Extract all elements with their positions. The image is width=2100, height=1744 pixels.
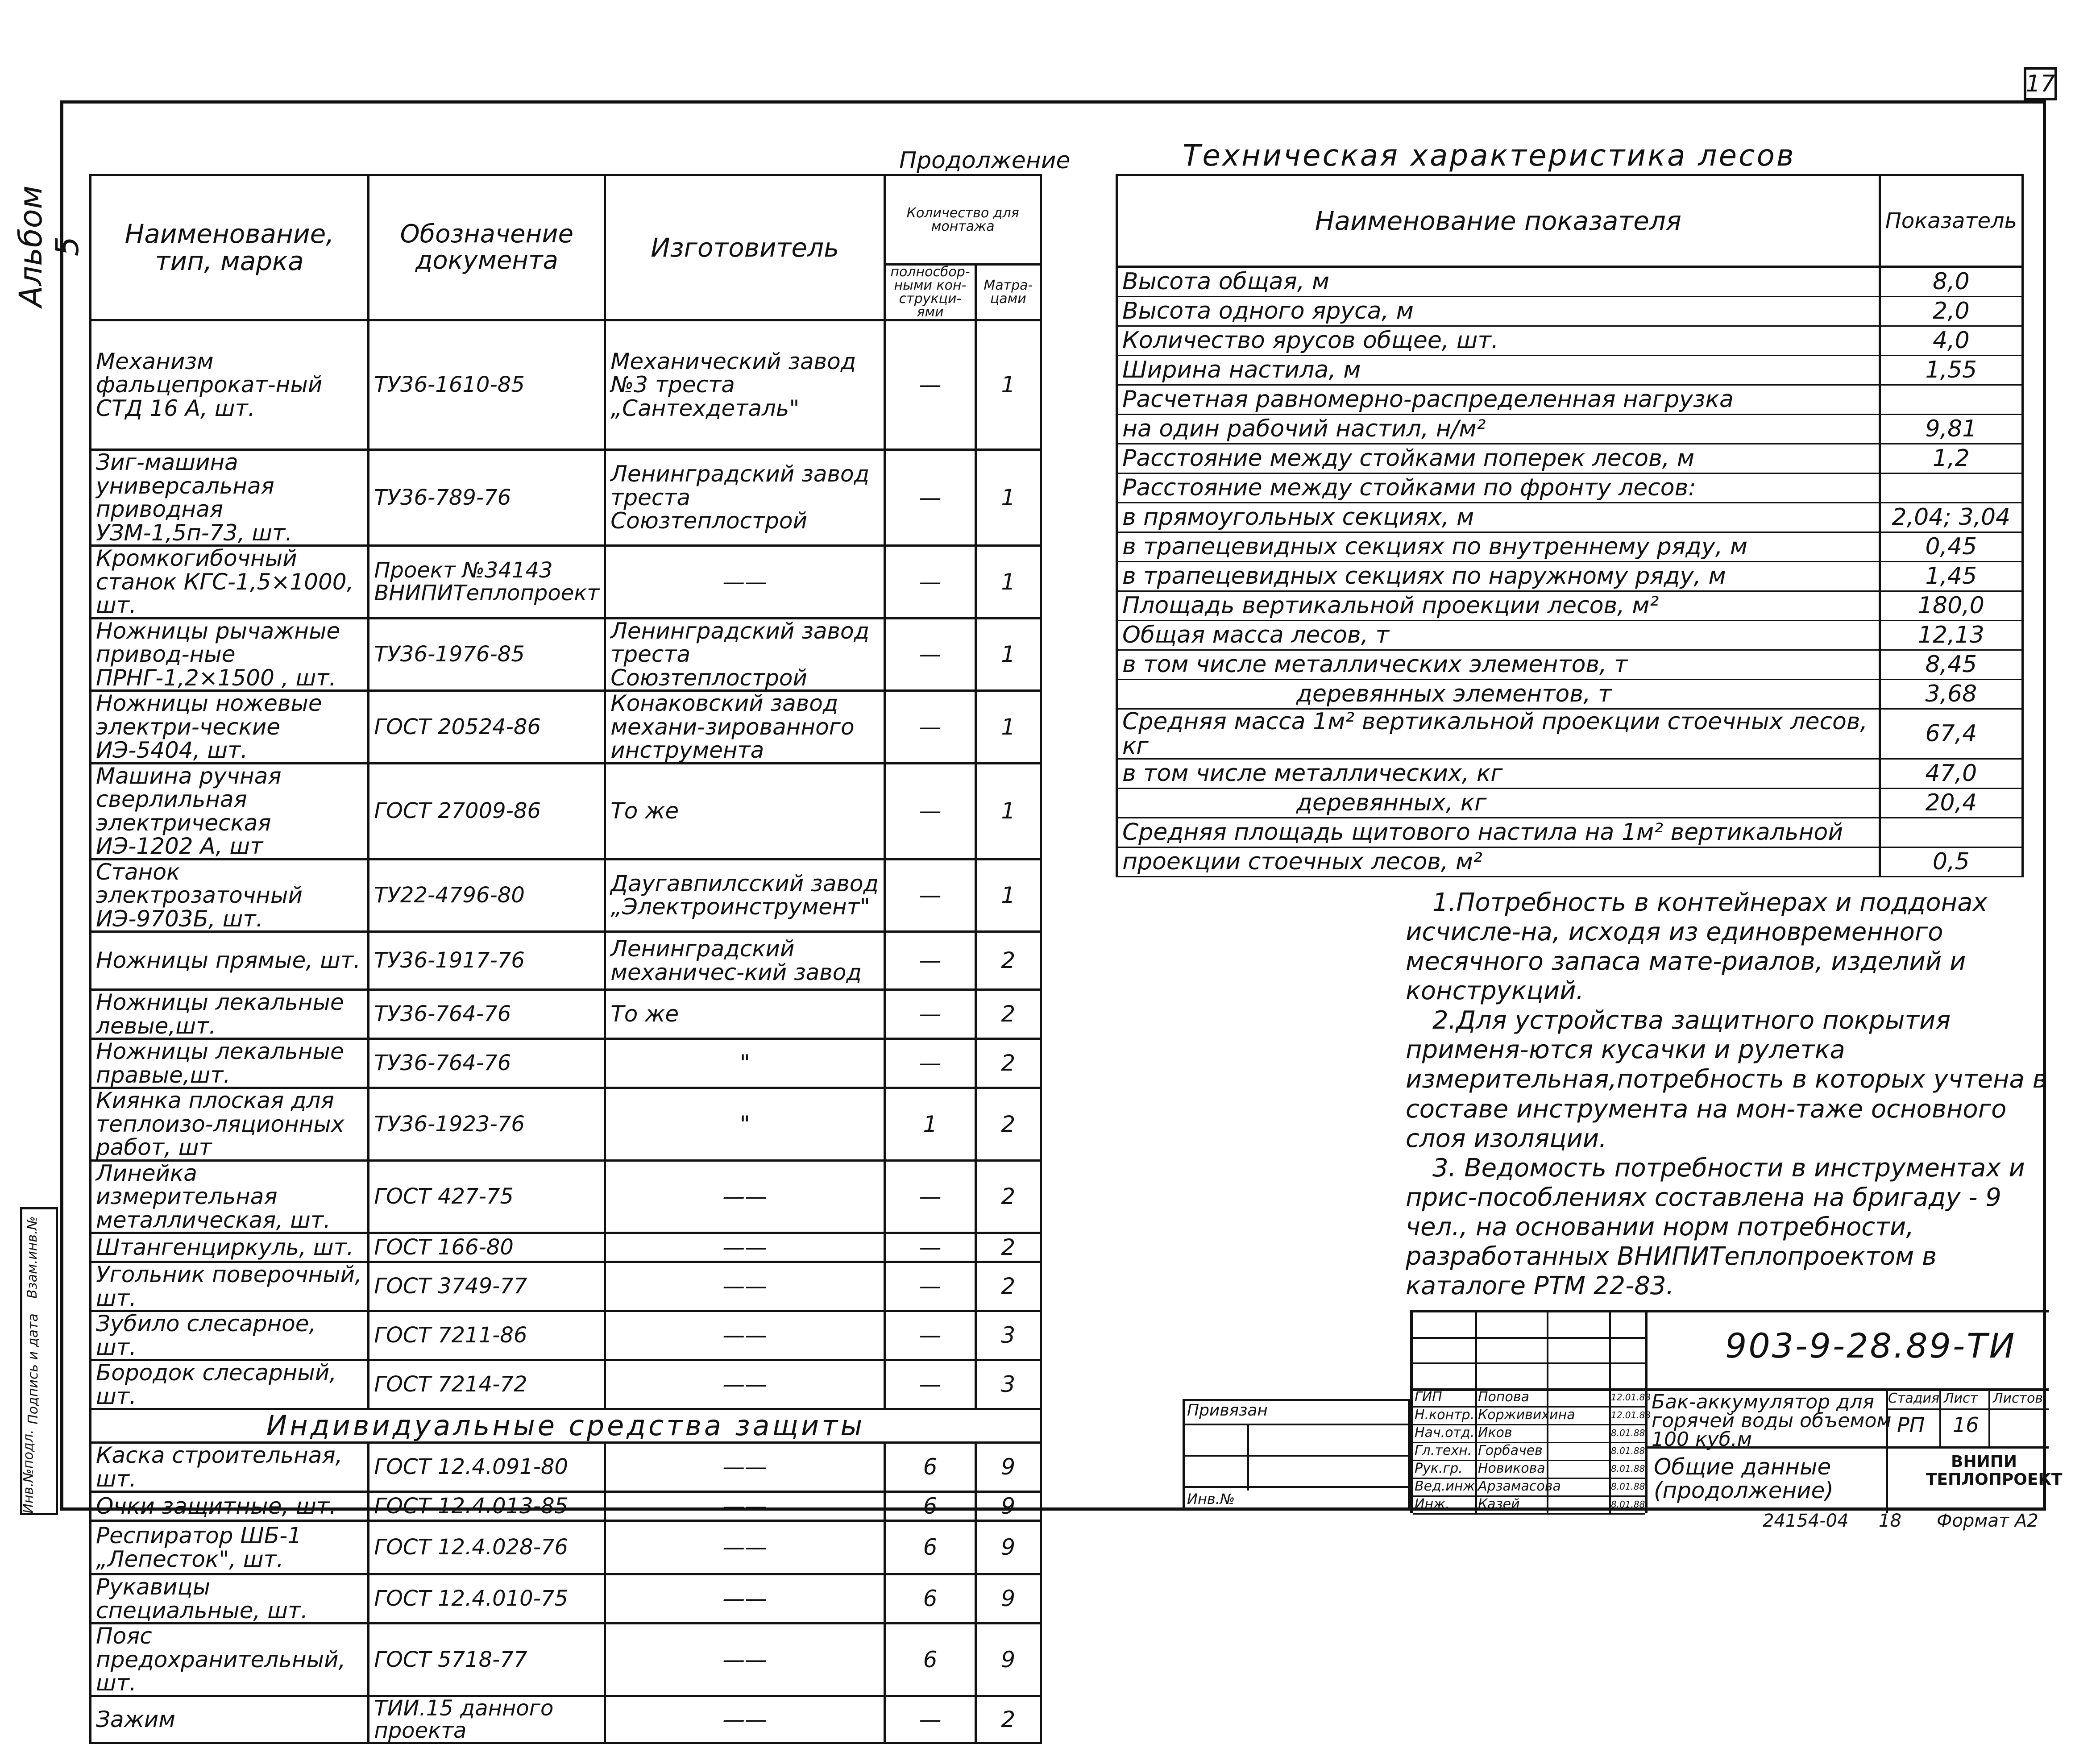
tech-row-name: Расчетная равномерно-распределенная нагрузка xyxy=(1117,385,1880,415)
role-date: 8.01.88 xyxy=(1611,1445,1645,1456)
cell-q1: — xyxy=(885,1039,975,1088)
cell-doc: ГОСТ 7211-86 xyxy=(369,1311,605,1360)
tech-row xyxy=(1117,680,2023,709)
cell-doc: ТУ36-1610-85 xyxy=(369,320,605,450)
cell-q1: — xyxy=(885,763,975,859)
cell-q1: 6 xyxy=(885,1624,975,1696)
cell-name: Респиратор ШБ-1 „Лепесток", шт. xyxy=(91,1521,369,1574)
cell-q2: 2 xyxy=(975,1696,1041,1743)
tech-row-value: 180,0 xyxy=(1880,591,2022,621)
tech-spec-table xyxy=(1116,174,2024,877)
tech-row xyxy=(1117,818,2023,847)
tech-row xyxy=(1117,562,2023,591)
cell-maker: Даугавпилсский завод „Электроинструмент" xyxy=(605,859,885,932)
tech-row-name: Ширина настила, м xyxy=(1117,356,1880,385)
tech-row-name: Средняя площадь щитового настила на 1м² вертикальной xyxy=(1117,818,1880,847)
cell-q1: — xyxy=(885,859,975,932)
header-qty-group: Количество для монтажа xyxy=(885,175,1041,265)
tech-row-value: 4,0 xyxy=(1880,326,2022,356)
tech-row-value: 3,68 xyxy=(1880,680,2022,709)
cell-doc: ТУ36-1917-76 xyxy=(369,932,605,990)
cell-maker: —— xyxy=(605,1624,885,1696)
cell-q1: 1 xyxy=(885,1088,975,1161)
tech-row-value xyxy=(1880,818,2022,847)
tech-title: Техническая характеристика лесов xyxy=(1183,138,1796,173)
cell-maker: " xyxy=(605,1039,885,1088)
cell-name: Ножницы рычажные привод-ные ПРНГ-1,2×1500 , шт. xyxy=(91,618,369,691)
table-row xyxy=(91,1039,1041,1088)
table-row xyxy=(91,859,1041,932)
role-title: Н.контр. xyxy=(1415,1407,1475,1423)
sheet-value: 16 xyxy=(1953,1413,1979,1437)
table-row xyxy=(91,1521,1041,1574)
table-row xyxy=(91,1492,1041,1521)
cell-name: Линейка измерительная металлическая, шт. xyxy=(91,1160,369,1233)
section-title: Индивидуальные средства защиты xyxy=(91,1409,1041,1443)
cell-q1: — xyxy=(885,1311,975,1360)
cell-q2: 1 xyxy=(975,546,1041,619)
tech-row xyxy=(1117,473,2023,503)
stage-label: Стадия xyxy=(1888,1391,1940,1406)
cell-maker: Ленинградский механичес-кий завод xyxy=(605,932,885,990)
cell-q2: 3 xyxy=(975,1311,1041,1360)
cell-q2: 9 xyxy=(975,1574,1041,1624)
cell-q2: 1 xyxy=(975,450,1041,546)
tech-row-value xyxy=(1880,385,2022,415)
header-qty-full: полносбор-ными кон-струкци-ями xyxy=(885,265,975,320)
cell-maker: Ленинградский завод треста Союзтеплострой xyxy=(605,450,885,546)
cell-doc: ГОСТ 12.4.010-75 xyxy=(369,1574,605,1624)
cell-maker: —— xyxy=(605,1360,885,1409)
role-date: 12.01.88 xyxy=(1611,1410,1651,1420)
tech-row xyxy=(1117,621,2023,650)
cell-name: Машина ручная сверлильная электрическая ИЭ-1202 А, шт xyxy=(91,763,369,859)
binding-label: Привязан xyxy=(1187,1401,1268,1420)
tech-row-name: Высота одного яруса, м xyxy=(1117,297,1880,326)
cell-doc: ТУ36-1923-76 xyxy=(369,1088,605,1161)
cell-name: Механизм фальцепрокат-ный СТД 16 А, шт. xyxy=(91,320,369,450)
doc-title: Бак-аккумулятор для горячей воды объемом 100 куб.м xyxy=(1652,1391,1892,1451)
cell-q2: 9 xyxy=(975,1521,1041,1574)
archive-sheet: 18 xyxy=(1879,1511,1901,1531)
role-person: Корживихина xyxy=(1478,1407,1575,1423)
role-person: Новикова xyxy=(1478,1461,1545,1476)
tech-row-value: 2,04; 3,04 xyxy=(1880,503,2022,532)
equipment-table xyxy=(89,174,1042,1744)
tech-row-value: 8,45 xyxy=(1880,650,2022,680)
cell-q1: 6 xyxy=(885,1492,975,1521)
cell-q1: 6 xyxy=(885,1443,975,1492)
role-title: Вед.инж. xyxy=(1415,1478,1479,1494)
cell-maker: —— xyxy=(605,1521,885,1574)
header-maker: Изготовитель xyxy=(605,175,885,320)
cell-q2: 2 xyxy=(975,932,1041,990)
tech-row-name: Общая масса лесов, т xyxy=(1117,621,1880,650)
tech-row-name: в трапецевидных секциях по внутреннему ряду, м xyxy=(1117,532,1880,562)
cell-name: Каска строительная, шт. xyxy=(91,1443,369,1492)
table-row xyxy=(91,990,1041,1039)
tech-row xyxy=(1117,847,2023,877)
cell-q2: 1 xyxy=(975,859,1041,932)
tech-row-name: в прямоугольных секциях, м xyxy=(1117,503,1880,532)
note-1: 1.Потребность в контейнерах и поддонах исчисле-на, исходя из единовременного месячного запаса мате-риалов, изделий и конструкций. xyxy=(1406,888,1988,1006)
cell-maker: —— xyxy=(605,1492,885,1521)
archive-number: 24154-04 xyxy=(1763,1511,1849,1531)
cell-name: Ножницы лекальные правые,шт. xyxy=(91,1039,369,1088)
cell-q2: 2 xyxy=(975,990,1041,1039)
tech-row xyxy=(1117,415,2023,444)
cell-q2: 1 xyxy=(975,691,1041,764)
cell-doc: ТИИ.15 данного проекта xyxy=(369,1696,605,1743)
table-row xyxy=(91,1088,1041,1161)
tech-row-name: Площадь вертикальной проекции лесов, м² xyxy=(1117,591,1880,621)
cell-name: Ножницы прямые, шт. xyxy=(91,932,369,990)
cell-name: Киянка плоская для теплоизо-ляционных работ, шт xyxy=(91,1088,369,1161)
role-date: 12.01.88 xyxy=(1611,1392,1651,1403)
cell-q2: 2 xyxy=(975,1039,1041,1088)
tech-row-name: на один рабочий настил, н/м² xyxy=(1117,415,1880,444)
tech-row-value: 1,55 xyxy=(1880,356,2022,385)
table-row xyxy=(91,1574,1041,1624)
stage-value: РП xyxy=(1897,1413,1925,1437)
tech-row xyxy=(1117,297,2023,326)
role-person: Попова xyxy=(1478,1389,1529,1405)
side-replace-label: Взам.инв.№ xyxy=(24,1216,40,1299)
table-row xyxy=(91,1443,1041,1492)
tech-row-name: в трапецевидных секциях по наружному ряду, м xyxy=(1117,562,1880,591)
inv-label: Инв.№ xyxy=(1187,1491,1235,1507)
cell-maker: —— xyxy=(605,1696,885,1743)
cell-q1: — xyxy=(885,990,975,1039)
cell-q2: 2 xyxy=(975,1233,1041,1262)
sheets-label: Листов xyxy=(1993,1391,2043,1406)
tech-row-value: 0,5 xyxy=(1880,847,2022,877)
tech-row-name: Расстояние между стойками по фронту лесов: xyxy=(1117,473,1880,503)
cell-name: Ножницы лекальные левые,шт. xyxy=(91,990,369,1039)
tech-row xyxy=(1117,789,2023,818)
cell-q1: — xyxy=(885,1262,975,1311)
tech-row xyxy=(1117,267,2023,297)
cell-doc: ГОСТ 3749-77 xyxy=(369,1262,605,1311)
tech-row xyxy=(1117,591,2023,621)
sheet-label: Лист xyxy=(1944,1391,1978,1406)
cell-q1: — xyxy=(885,691,975,764)
cell-q1: — xyxy=(885,1160,975,1233)
cell-name: Станок электрозаточный ИЭ-9703Б, шт. xyxy=(91,859,369,932)
tech-row-value: 9,81 xyxy=(1880,415,2022,444)
cell-maker: —— xyxy=(605,1160,885,1233)
cell-q1: — xyxy=(885,1233,975,1262)
cell-q1: — xyxy=(885,932,975,990)
tech-row-name: проекции стоечных лесов, м² xyxy=(1117,847,1880,877)
tech-row xyxy=(1117,709,2023,759)
tech-row xyxy=(1117,759,2023,789)
role-title: Нач.отд. xyxy=(1415,1425,1475,1441)
tech-row xyxy=(1117,503,2023,532)
role-person: Арзамасова xyxy=(1478,1478,1561,1494)
cell-q2: 1 xyxy=(975,320,1041,450)
cell-q1: — xyxy=(885,546,975,619)
cell-doc: ГОСТ 12.4.091-80 xyxy=(369,1443,605,1492)
cell-doc: ГОСТ 5718-77 xyxy=(369,1624,605,1696)
cell-doc: ГОСТ 12.4.013-85 xyxy=(369,1492,605,1521)
role-date: 8.01.88 xyxy=(1611,1481,1645,1492)
cell-q1: 6 xyxy=(885,1574,975,1624)
table-row xyxy=(91,546,1041,619)
cell-maker: То же xyxy=(605,990,885,1039)
cell-q2: 3 xyxy=(975,1360,1041,1409)
table-row xyxy=(91,932,1041,990)
tech-row-name: Расстояние между стойками поперек лесов, м xyxy=(1117,444,1880,473)
tech-row-name: деревянных элементов, т xyxy=(1117,680,1880,709)
cell-name: Рукавицы специальные, шт. xyxy=(91,1574,369,1624)
role-date: 8.01.88 xyxy=(1611,1463,1645,1474)
cell-q2: 1 xyxy=(975,618,1041,691)
tech-row-value: 20,4 xyxy=(1880,789,2022,818)
table-row xyxy=(91,1360,1041,1409)
tech-row xyxy=(1117,650,2023,680)
cell-maker: —— xyxy=(605,1443,885,1492)
cell-doc: ГОСТ 7214-72 xyxy=(369,1360,605,1409)
role-title: Гл.техн. xyxy=(1415,1443,1472,1458)
cell-maker: —— xyxy=(605,1233,885,1262)
cell-maker: Механический завод №3 треста „Сантехдеталь" xyxy=(605,320,885,450)
doc-subtitle: Общие данные (продолжение) xyxy=(1654,1454,1834,1503)
tech-row xyxy=(1117,532,2023,562)
binding-block xyxy=(1183,1399,1410,1511)
tech-row-name: в том числе металлических, кг xyxy=(1117,759,1880,789)
doc-code: 903-9-28.89-ТИ xyxy=(1725,1326,2017,1366)
tech-row-value xyxy=(1880,473,2022,503)
cell-q1: — xyxy=(885,1696,975,1743)
cell-maker: —— xyxy=(605,546,885,619)
sheet-number: 17 xyxy=(2024,67,2057,100)
cell-doc: ТУ36-789-76 xyxy=(369,450,605,546)
cell-maker: —— xyxy=(605,1574,885,1624)
cell-q2: 2 xyxy=(975,1088,1041,1161)
header-doc: Обозначение документа xyxy=(369,175,605,320)
tech-row-value: 67,4 xyxy=(1880,709,2022,759)
title-block xyxy=(1410,1310,2063,1513)
cell-doc: ТУ22-4796-80 xyxy=(369,859,605,932)
tech-row-name: Высота общая, м xyxy=(1117,267,1880,297)
format-label: Формат А2 xyxy=(1937,1511,2038,1531)
table-row xyxy=(91,1311,1041,1360)
table-row xyxy=(91,1696,1041,1743)
tech-row xyxy=(1117,385,2023,415)
tech-row-value: 12,13 xyxy=(1880,621,2022,650)
side-inv-label: Инв.№подл. xyxy=(21,1429,37,1514)
cell-doc: ТУ36-1976-85 xyxy=(369,618,605,691)
table-row xyxy=(91,618,1041,691)
table-row xyxy=(91,1262,1041,1311)
cell-q1: — xyxy=(885,320,975,450)
album-label: Альбом 5 xyxy=(12,185,86,307)
cell-q1: — xyxy=(885,450,975,546)
cell-doc: ТУ36-764-76 xyxy=(369,1039,605,1088)
cell-name: Ножницы ножевые электри-ческие ИЭ-5404, шт. xyxy=(91,691,369,764)
role-person: Казей xyxy=(1478,1496,1520,1512)
role-title: Рук.гр. xyxy=(1415,1461,1463,1476)
cell-name: Угольник поверочный, шт. xyxy=(91,1262,369,1311)
cell-doc: ГОСТ 12.4.028-76 xyxy=(369,1521,605,1574)
table-row xyxy=(91,763,1041,859)
cell-name: Кромкогибочный станок КГС-1,5×1000, шт. xyxy=(91,546,369,619)
cell-name: Пояс предохранительный, шт. xyxy=(91,1624,369,1696)
table-row xyxy=(91,320,1041,450)
tech-row-value: 0,45 xyxy=(1880,532,2022,562)
cell-doc: ГОСТ 166-80 xyxy=(369,1233,605,1262)
cell-q2: 9 xyxy=(975,1492,1041,1521)
role-person: Горбачев xyxy=(1478,1443,1543,1458)
header-name: Наименование, тип, марка xyxy=(91,175,369,320)
tech-row-name: Количество ярусов общее, шт. xyxy=(1117,326,1880,356)
cell-q1: — xyxy=(885,1360,975,1409)
cell-name: Зиг-машина универсальная приводная УЗМ-1,5п-73, шт. xyxy=(91,450,369,546)
cell-q2: 2 xyxy=(975,1262,1041,1311)
tech-row-value: 47,0 xyxy=(1880,759,2022,789)
cell-name: Зубило слесарное, шт. xyxy=(91,1311,369,1360)
tech-row xyxy=(1117,326,2023,356)
cell-q2: 9 xyxy=(975,1443,1041,1492)
tech-row-name: Средняя масса 1м² вертикальной проекции стоечных лесов, кг xyxy=(1117,709,1880,759)
side-stamp-column xyxy=(20,1207,58,1515)
cell-maker: —— xyxy=(605,1262,885,1311)
header-qty-mat: Матра-цами xyxy=(975,265,1041,320)
cell-doc: ТУ36-764-76 xyxy=(369,990,605,1039)
cell-q2: 9 xyxy=(975,1624,1041,1696)
cell-doc: ГОСТ 27009-86 xyxy=(369,763,605,859)
cell-doc: ГОСТ 427-75 xyxy=(369,1160,605,1233)
notes xyxy=(1406,888,2062,1301)
tech-row-name: деревянных, кг xyxy=(1117,789,1880,818)
role-title: ГИП xyxy=(1415,1389,1442,1405)
role-title: Инж. xyxy=(1415,1496,1450,1512)
note-3: 3. Ведомость потребности в инструментах и прис-пособлениях составлена на бригаду - 9 чел., на основании норм потребности, разработанных ВНИПИТеплопроектом в каталоге РТМ 22-83. xyxy=(1406,1153,2025,1301)
tech-header-name: Наименование показателя xyxy=(1117,175,1880,267)
cell-q2: 2 xyxy=(975,1160,1041,1233)
cell-doc: Проект №34143 ВНИПИТеплопроект xyxy=(369,546,605,619)
cell-name: Бородок слесарный, шт. xyxy=(91,1360,369,1409)
table-row xyxy=(91,1233,1041,1262)
tech-row-value: 2,0 xyxy=(1880,297,2022,326)
cell-name: Штангенциркуль, шт. xyxy=(91,1233,369,1262)
table-row xyxy=(91,450,1041,546)
table-row xyxy=(91,1160,1041,1233)
cell-maker: Ленинградский завод треста Союзтеплострой xyxy=(605,618,885,691)
cell-q1: — xyxy=(885,618,975,691)
role-date: 8.01.88 xyxy=(1611,1428,1645,1438)
org-name: ВНИПИ ТЕПЛОПРОЕКТ xyxy=(1926,1453,2063,1489)
note-2: 2.Для устройства защитного покрытия применя-ются кусачки и рулетка измерительная,потребность в которых учтена в составе инструмента на мон-таже основного слоя изоляции. xyxy=(1406,1006,2047,1153)
tech-row-value: 1,2 xyxy=(1880,444,2022,473)
tech-row xyxy=(1117,444,2023,473)
cell-doc: ГОСТ 20524-86 xyxy=(369,691,605,764)
tech-header-value: Показатель xyxy=(1880,175,2022,267)
table-row xyxy=(91,1624,1041,1696)
cell-maker: " xyxy=(605,1088,885,1161)
cell-maker: Конаковский завод механи-зированного инструмента xyxy=(605,691,885,764)
cell-maker: —— xyxy=(605,1311,885,1360)
tech-row xyxy=(1117,356,2023,385)
continuation-label: Продолжение xyxy=(899,147,1071,174)
cell-q1: 6 xyxy=(885,1521,975,1574)
side-signature-label: Подпись и дата xyxy=(25,1313,41,1424)
tech-row-value: 8,0 xyxy=(1880,267,2022,297)
role-person: Иков xyxy=(1478,1425,1512,1441)
table-row xyxy=(91,691,1041,764)
roles-list xyxy=(1413,1388,1651,1513)
cell-maker: То же xyxy=(605,763,885,859)
tech-row-value: 1,45 xyxy=(1880,562,2022,591)
role-date: 8.01.88 xyxy=(1611,1499,1645,1510)
cell-name: Зажим xyxy=(91,1696,369,1743)
tech-row-name: в том числе металлических элементов, т xyxy=(1117,650,1880,680)
cell-name: Очки защитные, шт. xyxy=(91,1492,369,1521)
cell-q2: 1 xyxy=(975,763,1041,859)
